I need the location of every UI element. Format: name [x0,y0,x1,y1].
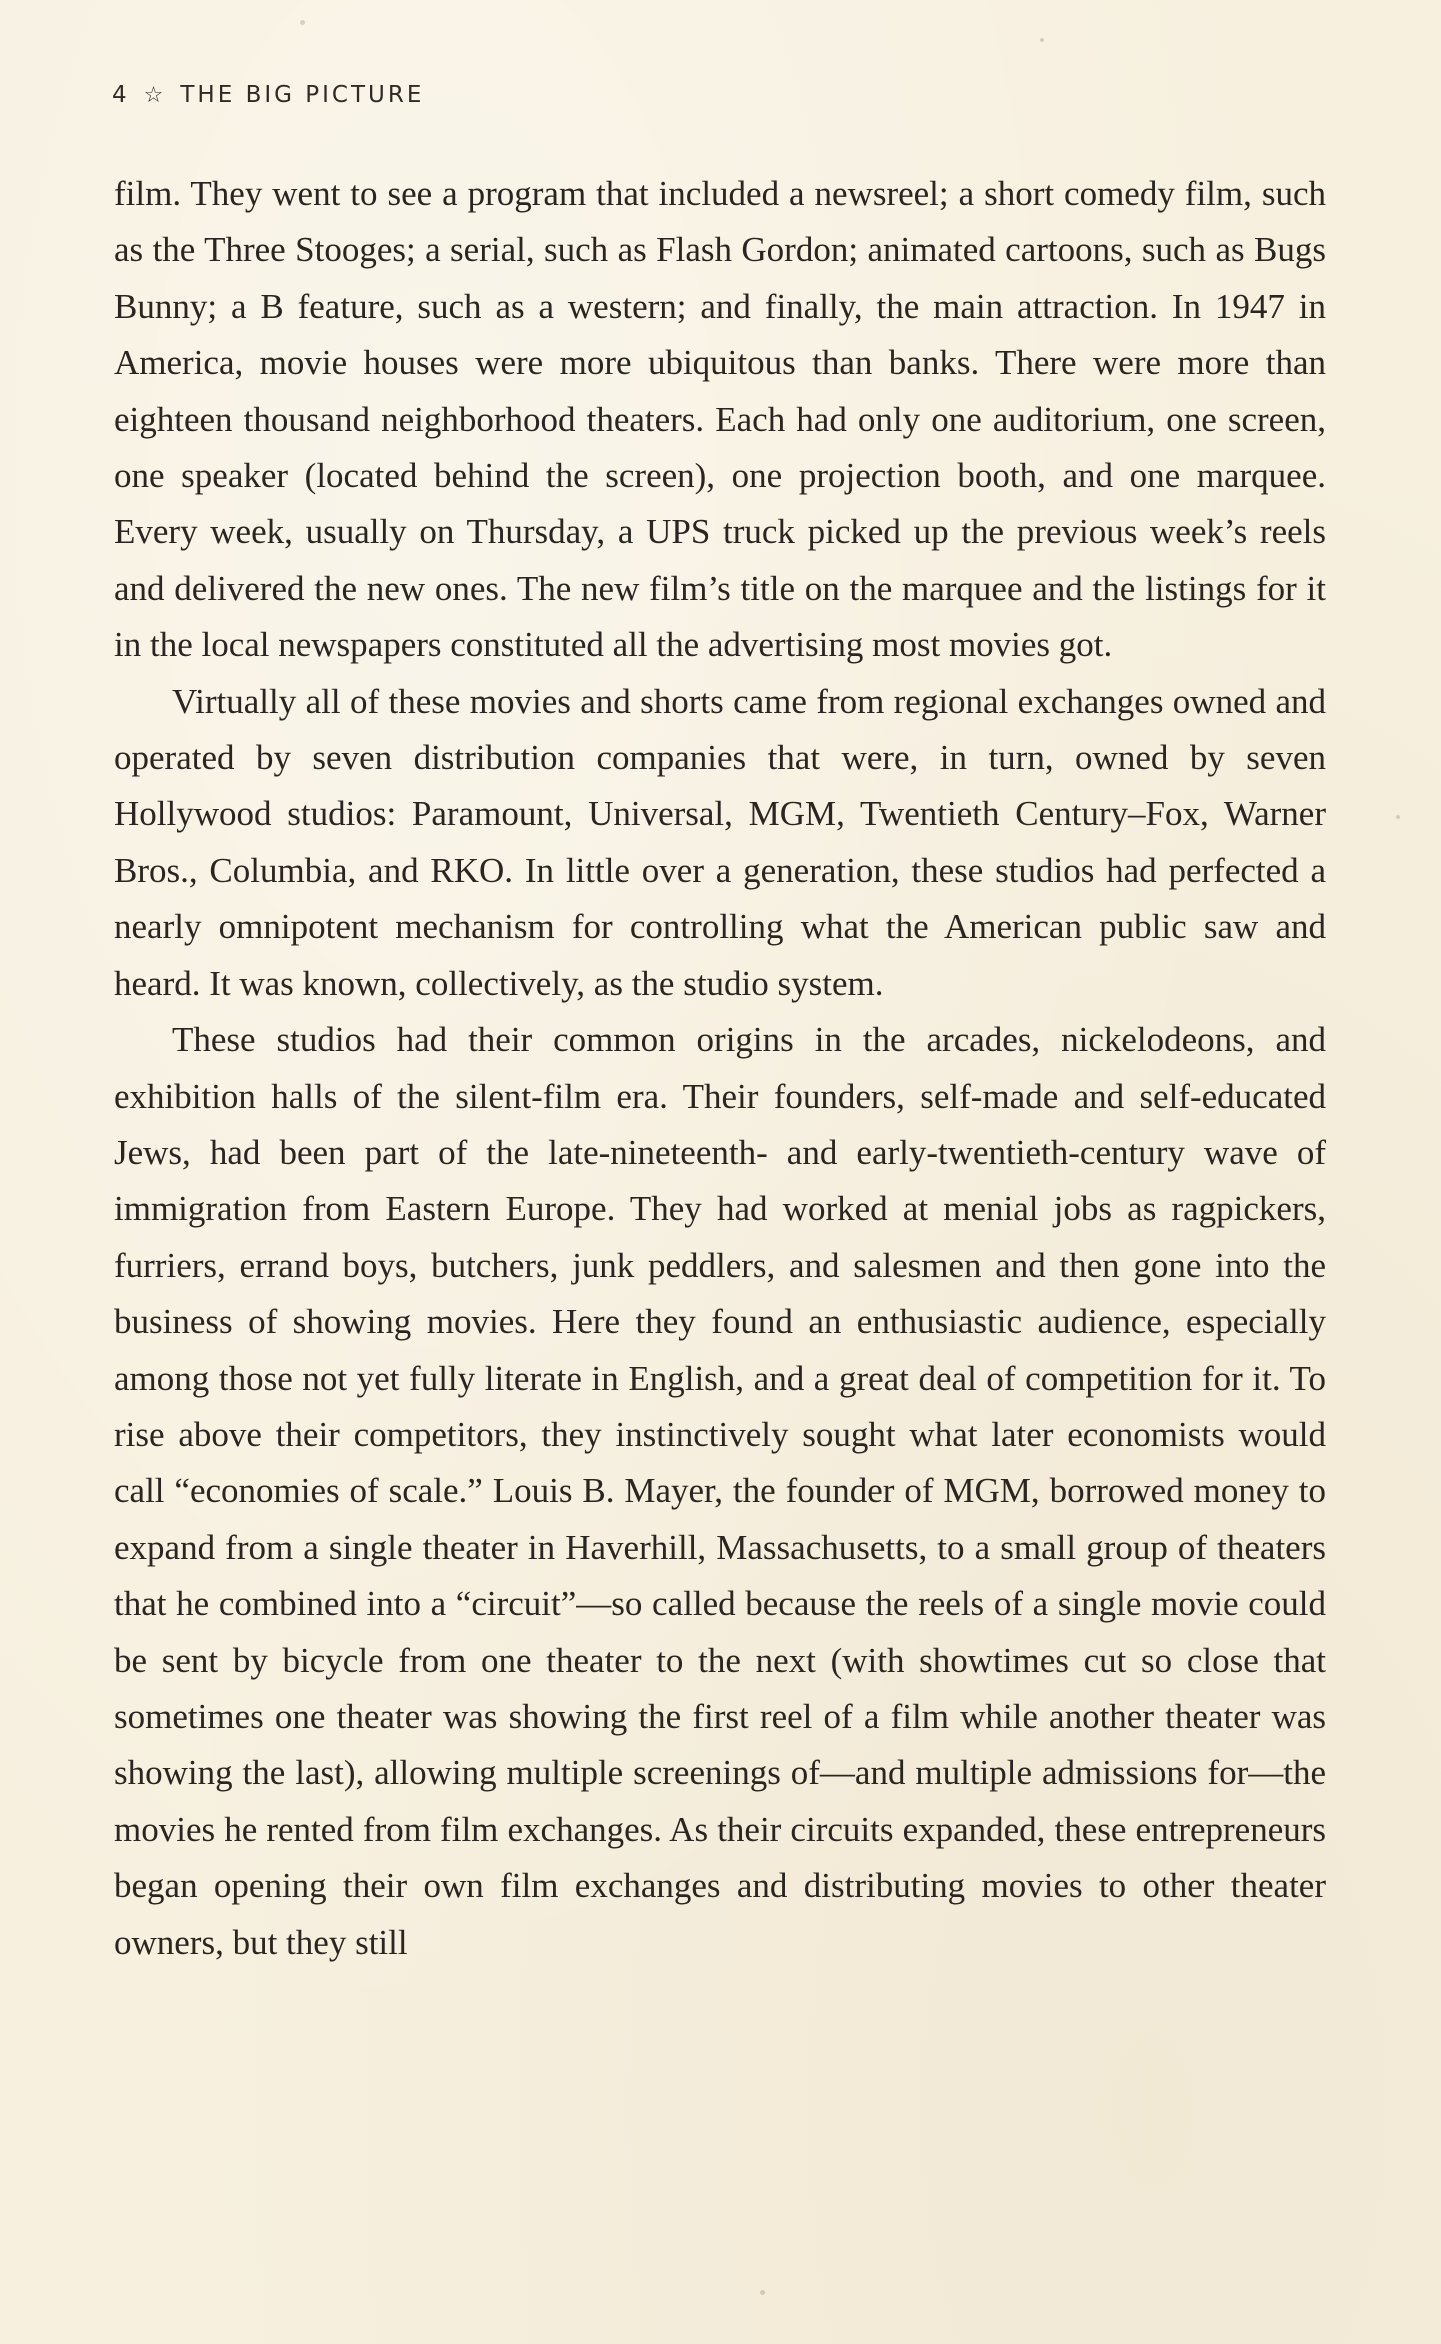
paper-speck [1396,815,1400,819]
paper-speck [1040,38,1044,42]
paper-speck [300,20,305,25]
body-text [114,166,1326,1971]
page-number: 4 [112,82,130,108]
paragraph-2: Virtually all of these movies and shorts came from regional exchanges owned and operated by seven distribution companies that were, in turn, owned by seven Hollywood studios: Paramount, Universal, MGM, Twentieth Century–Fox, Warner Bros., Columbia, and RKO. In little over a generation, these studios had perfected a nearly omnipotent mechanism for controlling what the American public saw and heard. It was known, collectively, as the studio system. [114,681,1326,1003]
star-icon: ☆ [143,83,167,108]
paper-speck [760,2290,765,2295]
paragraph-3: These studios had their common origins in the arcades, nickelodeons, and exhibition halls of the silent-film era. Their founders, self-made and self-educated Jews, had been part of the late-nineteenth- and early-twentieth-century wave of immigration from Eastern Europe. They had worked at menial jobs as ragpickers, furriers, errand boys, butchers, junk peddlers, and salesmen and then gone into the business of showing movies. Here they found an enthusiastic audience, especially among those not yet fully literate in English, and a great deal of competition for it. To rise above their competitors, they instinctively sought what later economists would call “economies of scale.” Louis B. Mayer, the founder of MGM, borrowed money to expand from a single theater in Haverhill, Massachusetts, to a small group of theaters that he combined into a “circuit”—so called because the reels of a single movie could be sent by bicycle from one theater to the next (with showtimes cut so close that sometimes one theater was showing the first reel of a film while another theater was showing the last), allowing multiple screenings of—and multiple admissions for—the movies he rented from film exchanges. As their circuits expanded, these entrepreneurs began opening their own film exchanges and distributing movies to other theater owners, but they still [114,1020,1326,1962]
running-head [112,82,424,108]
paragraph-1: film. They went to see a program that included a newsreel; a short comedy film, such as the Three Stooges; a serial, such as Flash Gordon; animated cartoons, such as Bugs Bunny; a B feature, such as a western; and finally, the main attraction. In 1947 in America, movie houses were more ubiquitous than banks. There were more than eighteen thousand neighborhood theaters. Each had only one auditorium, one screen, one speaker (located behind the screen), one projection booth, and one marquee. Every week, usually on Thursday, a UPS truck picked up the previous week’s reels and delivered the new ones. The new film’s title on the marquee and the listings for it in the local newspapers constituted all the advertising most movies got. [114,174,1326,665]
running-title: THE BIG PICTURE [180,82,425,108]
